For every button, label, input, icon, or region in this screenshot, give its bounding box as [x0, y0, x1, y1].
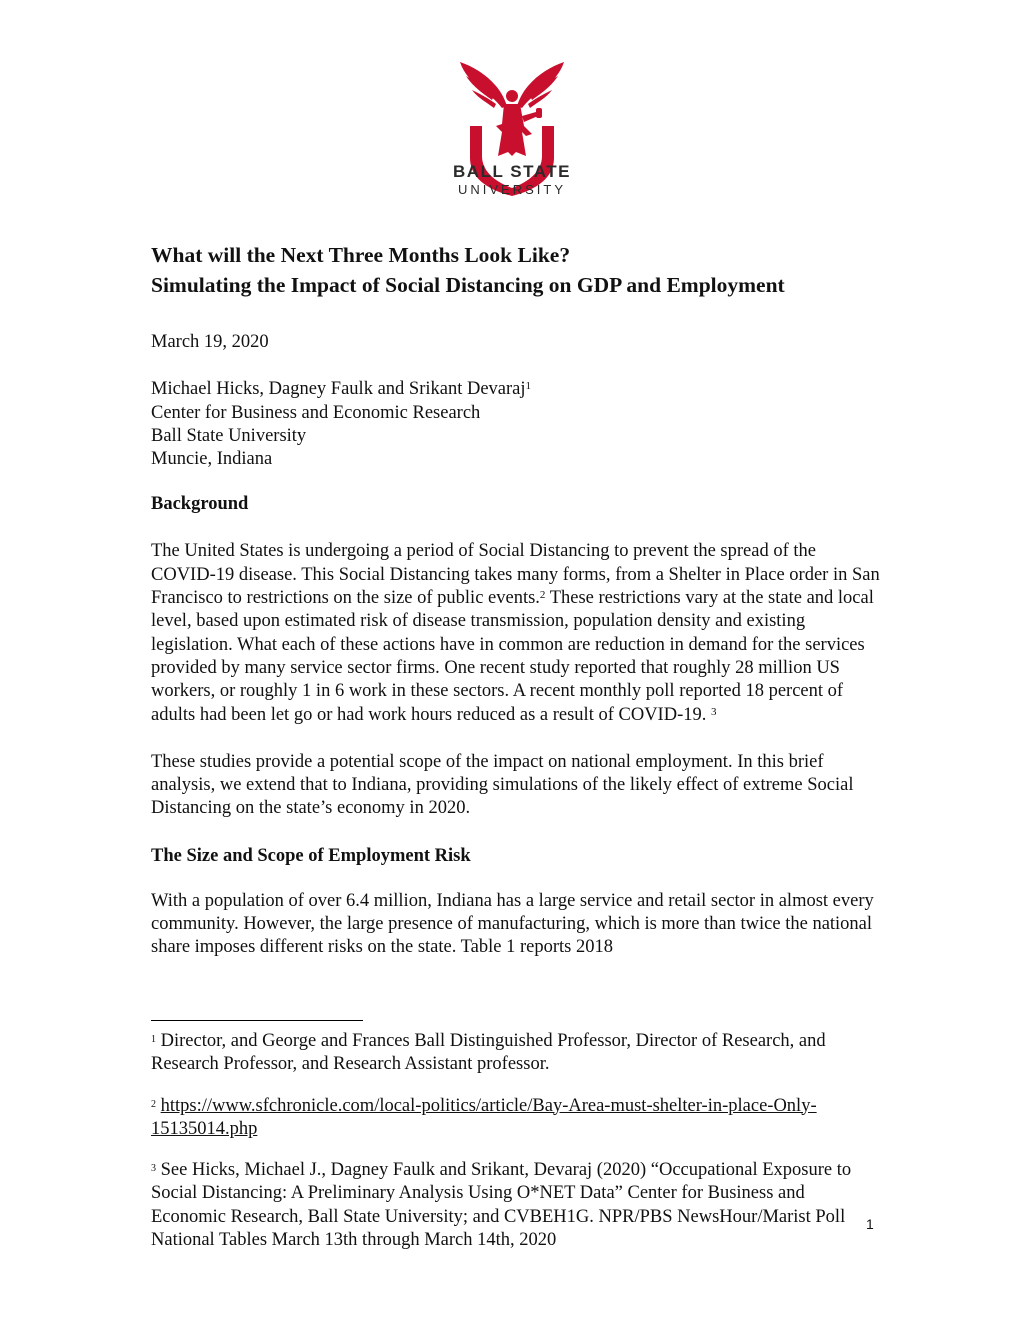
footnote-2-link[interactable]: https://www.sfchronicle.com/local-politics/article/Bay-Area-must-shelter-in-place-Only-15135014.php	[151, 1095, 817, 1139]
author-names: Michael Hicks, Dagney Faulk and Srikant Devaraj$^1$	[151, 379, 532, 400]
document-title	[151, 240, 881, 300]
title-line-2: Simulating the Impact of Social Distancing on GDP and Employment	[151, 273, 785, 297]
footnote-ref-3: 3	[711, 705, 717, 718]
author-block	[151, 378, 881, 471]
footnotes	[151, 1030, 871, 1270]
footnote-3: $^3$ See Hicks, Michael J., Dagney Faulk and Srikant, Devaraj (2020) “Occupational Exposure to Social Distancing: A Preliminary Analysis Using O*NET Data” Center for Business and Economic Research, Ball State University; and CVBEH1G. NPR/PBS NewsHour/Marist Poll National Tables March 13th through March 14th, 2020	[151, 1160, 852, 1251]
footnote-ref-2: 2	[539, 589, 546, 602]
author-location: Muncie, Indiana	[151, 449, 273, 470]
title-line-1: What will the Next Three Months Look Like?	[151, 243, 571, 267]
size-scope-paragraph: With a population of over 6.4 million, Indiana has a large service and retail sector in almost every community. However, the large presence of manufacturing, which is more than twice the national share imposes different risks on the state. Table 1 reports 2018	[151, 890, 874, 958]
document-date: March 19, 2020	[151, 332, 269, 352]
footnote-1: $^1$ Director, and George and Frances Ball Distinguished Professor, Director of Research, and Research Professor, and Research Assistant professor.	[151, 1031, 826, 1075]
size-scope-heading: The Size and Scope of Employment Risk	[151, 845, 471, 866]
document-body	[151, 240, 881, 960]
author-center: Center for Business and Economic Research	[151, 402, 481, 423]
footnote-divider	[151, 1020, 363, 1021]
background-paragraph-2: These studies provide a potential scope of the impact on national employment. In this brief analysis, we extend that to Indiana, providing simulations of the likely effect of extreme Social Distancing on the state’s economy in 2020.	[151, 751, 854, 819]
university-wordmark	[420, 162, 604, 198]
university-name-line1: BALL STATE	[453, 162, 571, 181]
page-number: 1	[866, 1216, 874, 1232]
author-university: Ball State University	[151, 425, 307, 446]
background-paragraph-1: The United States is undergoing a period of Social Distancing to prevent the spread of the COVID-19 disease. This Social Distancing takes many forms, from a Shelter in Place order in San Francisco to restrictions on the size of public events.$^2$ These restrictions vary at the state and local level, based upon estimated risk of disease transmission, population density and existing legislation. What each of these actions have in common are reduction in demand for the services provided by many service sector firms. One recent study reported that roughly 28 million US workers, or roughly 1 in 6 work in these sectors. A recent monthly poll reported 18 percent of adults had been let go or had work hours reduced as a result of COVID-19. $^3$	[151, 541, 880, 725]
background-heading: Background	[151, 494, 249, 515]
footnote-ref-1: 1	[525, 380, 532, 393]
university-name-line2: UNIVERSITY	[457, 182, 566, 197]
footnote-2: $^2$ https://www.sfchronicle.com/local-politics/article/Bay-Area-must-shelter-in-place-Only-15135014.php	[151, 1095, 817, 1139]
